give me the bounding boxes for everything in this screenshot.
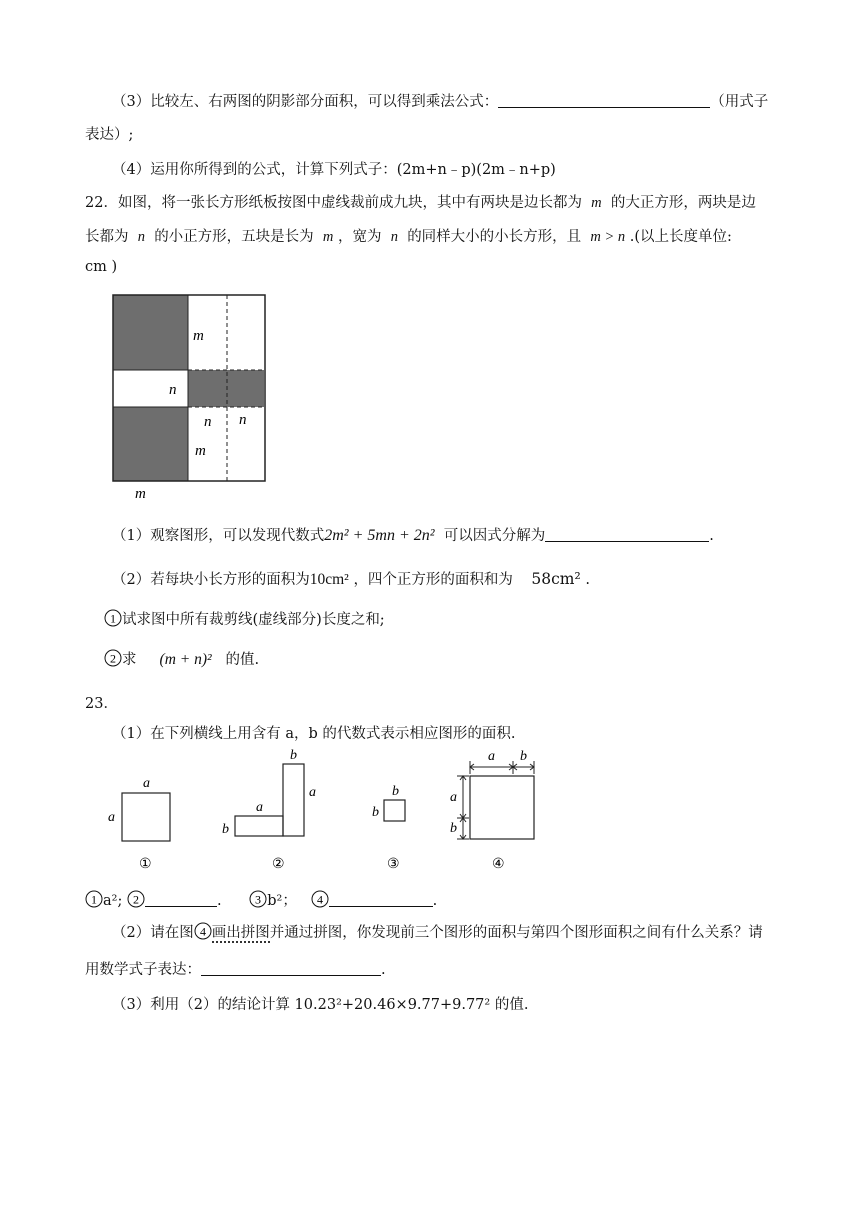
q21-part3-cont: 表达）; xyxy=(85,127,134,143)
q22-subq2: 2 求 (m + n)² 的值. xyxy=(104,648,259,669)
svg-text:b: b xyxy=(520,749,527,764)
label-m-mid: m xyxy=(195,443,206,459)
svg-text:4: 4 xyxy=(199,924,206,939)
svg-text:a: a xyxy=(108,810,115,825)
circled-number-icon xyxy=(104,609,122,627)
svg-text:3: 3 xyxy=(255,892,262,907)
q22-part1: （1）观察图形，可以发现代数式2m² + 5mn + 2n² 可以因式分解为 . xyxy=(112,527,714,544)
answer-blank[interactable] xyxy=(201,961,381,976)
answer-blank[interactable] xyxy=(329,892,433,907)
label-m-bottom: m xyxy=(135,486,146,500)
svg-text:a: a xyxy=(309,785,316,800)
svg-text:a: a xyxy=(450,790,457,805)
svg-text:4: 4 xyxy=(316,892,323,907)
circled-number-icon xyxy=(249,890,267,908)
q22-figure xyxy=(105,290,275,500)
square-a xyxy=(122,793,170,841)
label-m-top: m xyxy=(193,328,204,344)
square-a-plus-b xyxy=(470,776,534,839)
svg-text:1: 1 xyxy=(91,892,97,907)
svg-text:b: b xyxy=(450,821,457,836)
circled-number-icon xyxy=(85,890,103,908)
svg-text:a: a xyxy=(488,749,495,764)
q22-line1: 22．如图，将一张长方形纸板按图中虚线裁前成九块，其中有两块是边长都为 m 的大正方形，两块是边 xyxy=(85,195,756,211)
svg-text:b: b xyxy=(222,822,229,837)
fig-number-4: ④ xyxy=(492,857,505,872)
rect-horizontal xyxy=(235,816,283,836)
q23-part2: （2）请在图 4 画出拼图并通过拼图，你发现前三个图形的面积与第四个图形面积之间有什么关系？请 xyxy=(112,921,763,942)
big-square-bottom xyxy=(113,407,188,481)
q22-line2: 长都为 n 的小正方形，五块是长为 m ，宽为 n 的同样大小的小长方形，且 m > n .(以上长度单位: xyxy=(85,229,732,245)
svg-text:1: 1 xyxy=(110,611,116,626)
svg-text:a: a xyxy=(143,776,150,791)
q23-answers: 1 a²; 2 . 3 b²； 4 . xyxy=(85,889,437,910)
q23-part1: （1）在下列横线上用含有 a，b 的代数式表示相应图形的面积. xyxy=(112,726,516,742)
svg-text:b: b xyxy=(392,784,399,799)
svg-text:b: b xyxy=(372,805,379,820)
small-square xyxy=(188,370,264,407)
big-square-top xyxy=(113,295,188,370)
circled-number-icon xyxy=(104,649,122,667)
answer-blank[interactable] xyxy=(145,892,217,907)
label-n-right: n xyxy=(239,412,247,428)
fig-number-3: ③ xyxy=(387,857,400,872)
fig-number-2: ② xyxy=(272,857,285,872)
q23-part2-cont: 用数学式子表达： . xyxy=(85,962,386,978)
svg-text:b: b xyxy=(290,748,297,763)
q22-subq1: 1 试求图中所有裁剪线(虚线部分)长度之和; xyxy=(104,608,385,629)
square-b xyxy=(384,800,405,821)
label-n-left: n xyxy=(169,382,177,398)
answer-blank[interactable] xyxy=(545,527,709,542)
label-n-mid: n xyxy=(204,414,212,430)
q22-part2: （2）若每块小长方形的面积为10cm² ，四个正方形的面积和为 58cm² . xyxy=(112,570,590,588)
q21-part4: （4）运用你所得到的公式，计算下列式子：(2m+n﹣p)(2m﹣n+p) xyxy=(112,162,556,178)
q22-line3: cm ) xyxy=(85,259,118,275)
q23-part3: （3）利用（2）的结论计算 10.23²+20.46×9.77+9.77² 的值. xyxy=(112,997,529,1013)
q23-figures xyxy=(100,745,550,875)
circled-number-icon xyxy=(194,922,212,940)
answer-blank[interactable] xyxy=(498,93,710,108)
q21-part3: （3）比较左、右两图的阴影部分面积，可以得到乘法公式： （用式子 xyxy=(112,94,769,110)
circled-number-icon xyxy=(127,890,145,908)
svg-text:2: 2 xyxy=(132,892,139,907)
circled-number-icon xyxy=(311,890,329,908)
q23-title: 23． xyxy=(85,696,118,712)
svg-text:a: a xyxy=(256,800,263,815)
rect-vertical xyxy=(283,764,304,836)
fig-number-1: ① xyxy=(139,857,152,872)
svg-text:2: 2 xyxy=(110,651,116,666)
